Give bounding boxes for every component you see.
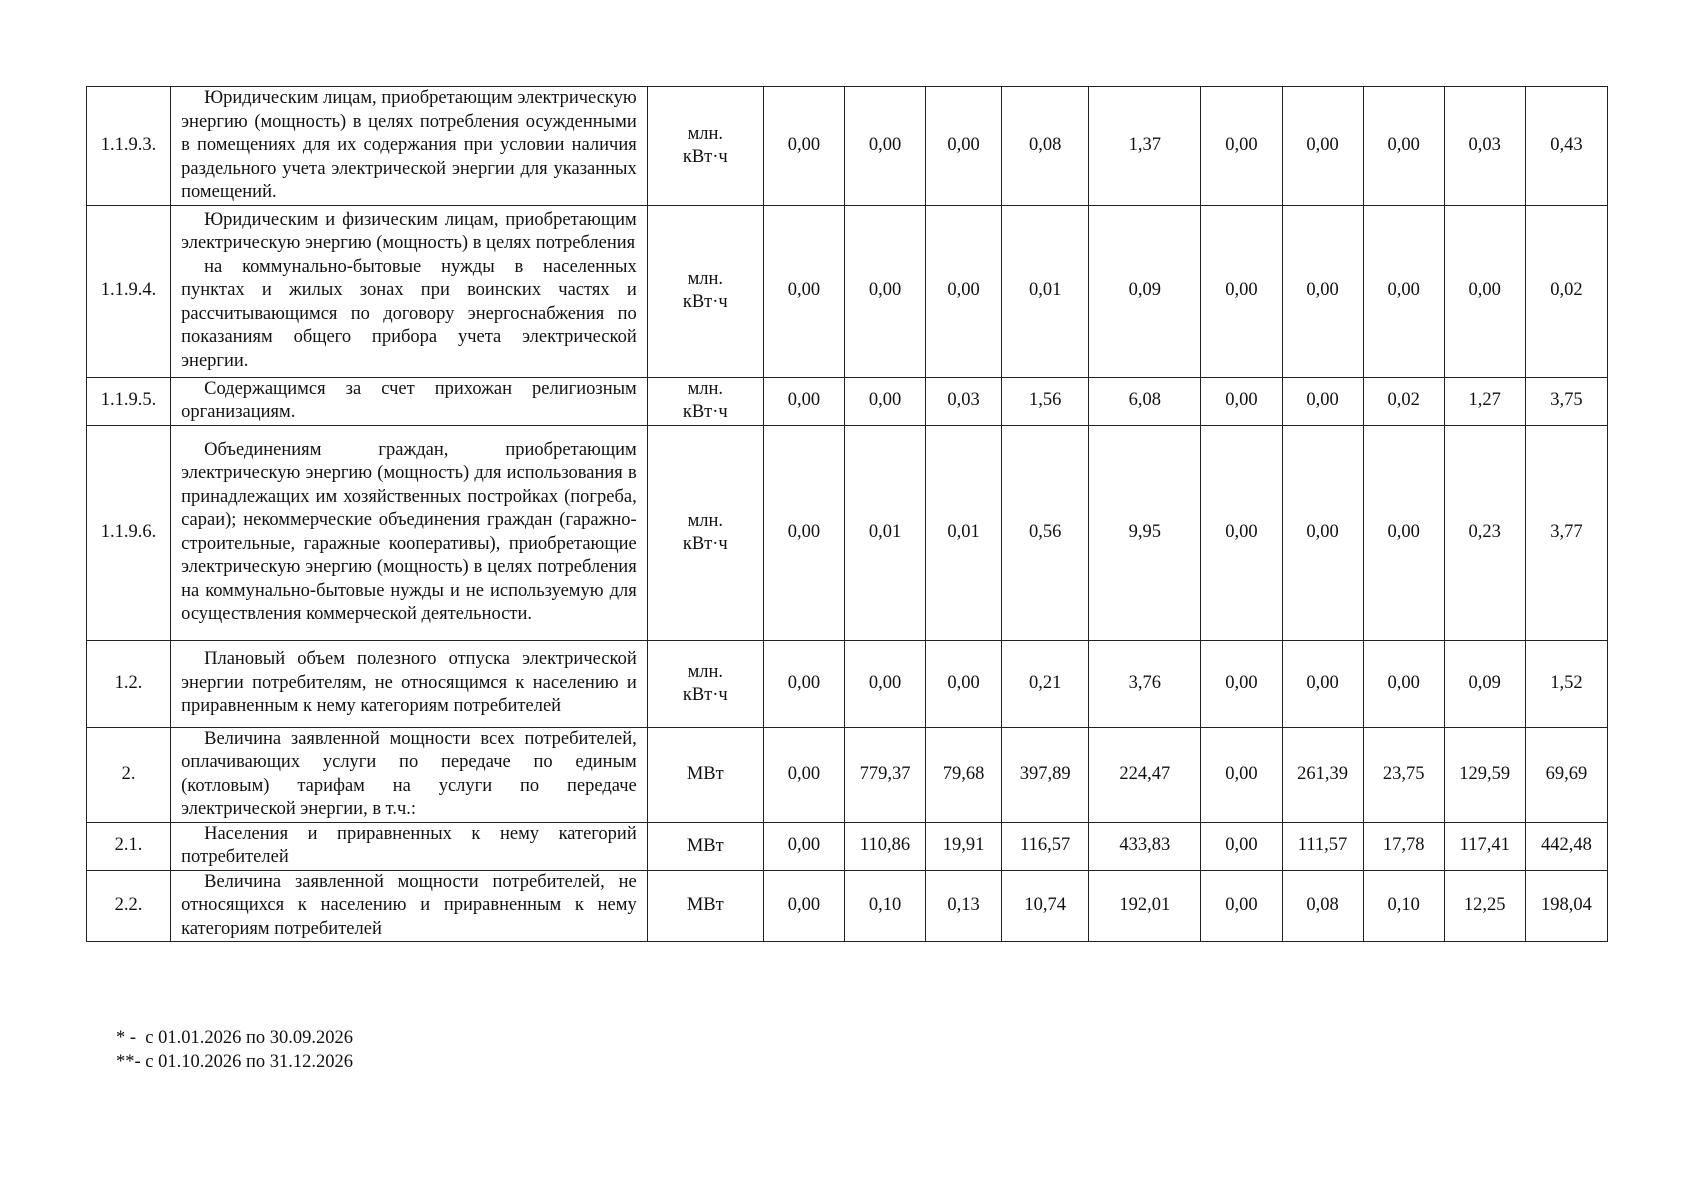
row-description: [171, 205, 648, 377]
table-row: [87, 425, 1608, 640]
value-cell: 0,13: [926, 870, 1002, 942]
value-cell: 3,76: [1089, 640, 1201, 727]
value-cell: 433,83: [1089, 822, 1201, 870]
value-cell: 0,00: [1201, 205, 1282, 377]
description-paragraph: Юридическим лицам, приобретающим электрическую энергию (мощность) в целях потребления осужденными в помещениях для их содержания при условии наличия раздельного учета электрической энергии для указанных помещений.: [181, 88, 637, 202]
footnotes: [116, 1026, 353, 1074]
row-unit: [647, 640, 763, 727]
value-cell: 0,00: [763, 87, 844, 206]
value-cell: 117,41: [1444, 822, 1525, 870]
footnote: **- с 01.10.2026 по 31.12.2026: [116, 1052, 354, 1072]
value-cell: 110,86: [844, 822, 925, 870]
value-cell: 0,00: [926, 87, 1002, 206]
value-cell: 0,00: [844, 205, 925, 377]
value-cell: 6,08: [1089, 377, 1201, 425]
row-code: 1.1.9.4.: [87, 205, 171, 377]
value-cell: 0,10: [844, 870, 925, 942]
value-cell: 1,56: [1002, 377, 1089, 425]
value-cell: 442,48: [1525, 822, 1607, 870]
value-cell: 12,25: [1444, 870, 1525, 942]
value-cell: 0,02: [1363, 377, 1444, 425]
row-description: [171, 425, 648, 640]
value-cell: 10,74: [1002, 870, 1089, 942]
row-description: [171, 377, 648, 425]
value-cell: 0,00: [763, 822, 844, 870]
row-code: 1.1.9.6.: [87, 425, 171, 640]
value-cell: 0,08: [1002, 87, 1089, 206]
value-cell: 0,00: [1201, 727, 1282, 822]
value-cell: 0,00: [844, 640, 925, 727]
tariff-table: [86, 86, 1608, 942]
value-cell: 0,02: [1525, 205, 1607, 377]
table-row: [87, 640, 1608, 727]
value-cell: 0,00: [1363, 87, 1444, 206]
value-cell: 0,09: [1089, 205, 1201, 377]
description-paragraph: Юридическим и физическим лицам, приобретающим электрическую энергию (мощность) в целях потребления: [181, 209, 637, 254]
value-cell: 0,00: [1363, 425, 1444, 640]
unit-line: млн.: [687, 123, 724, 144]
table-body: [87, 87, 1608, 942]
unit-line: млн.: [687, 379, 724, 399]
value-cell: 3,77: [1525, 425, 1607, 640]
row-unit: [647, 822, 763, 870]
table-row: [87, 870, 1608, 942]
description-paragraph: Величина заявленной мощности всех потребителей, оплачивающих услуги по передаче по единым (котловым) тарифам на услуги по передаче электрической энергии, в т.ч.:: [181, 728, 637, 819]
unit-line: кВт·ч: [682, 533, 728, 554]
value-cell: 0,23: [1444, 425, 1525, 640]
description-paragraph: Плановый объем полезного отпуска электрической энергии потребителям, не относящимся к населению и приравненным к нему категориям потребителей: [181, 649, 637, 717]
table-row: [87, 377, 1608, 425]
value-cell: 0,00: [1201, 377, 1282, 425]
value-cell: 779,37: [844, 727, 925, 822]
unit-line: МВт: [686, 835, 724, 856]
value-cell: 0,00: [763, 727, 844, 822]
unit-line: МВт: [686, 764, 724, 784]
description-paragraph: Содержащимся за счет прихожан религиозным организациям.: [181, 378, 637, 422]
value-cell: 0,00: [1282, 87, 1363, 206]
value-cell: 3,75: [1525, 377, 1607, 425]
description-paragraph: Населения и приравненных к нему категорий потребителей: [181, 823, 637, 867]
row-unit: [647, 377, 763, 425]
value-cell: 0,00: [1282, 205, 1363, 377]
value-cell: 0,00: [1201, 87, 1282, 206]
value-cell: 0,00: [763, 377, 844, 425]
value-cell: 1,27: [1444, 377, 1525, 425]
value-cell: 9,95: [1089, 425, 1201, 640]
value-cell: 224,47: [1089, 727, 1201, 822]
table-row: [87, 822, 1608, 870]
description-paragraph: на коммунально-бытовые нужды в населенных пунктах и жилых зонах при воинских частях и рассчитывающимся по договору энергоснабжения по показаниям общего прибора учета электрической энергии.: [181, 256, 637, 371]
value-cell: 0,10: [1363, 870, 1444, 942]
value-cell: 0,00: [1282, 640, 1363, 727]
value-cell: 0,00: [1201, 870, 1282, 942]
value-cell: 0,00: [763, 425, 844, 640]
value-cell: 0,00: [844, 377, 925, 425]
value-cell: 0,00: [1444, 205, 1525, 377]
value-cell: 129,59: [1444, 727, 1525, 822]
table-row: [87, 87, 1608, 206]
value-cell: 111,57: [1282, 822, 1363, 870]
value-cell: 397,89: [1002, 727, 1089, 822]
value-cell: 0,00: [1282, 377, 1363, 425]
value-cell: 0,00: [763, 640, 844, 727]
unit-line: млн.: [687, 661, 724, 682]
row-description: [171, 870, 648, 942]
row-description: [171, 640, 648, 727]
unit-line: кВт·ч: [682, 684, 728, 705]
unit-line: МВт: [686, 895, 724, 916]
row-description: [171, 87, 648, 206]
value-cell: 1,37: [1089, 87, 1201, 206]
value-cell: 0,43: [1525, 87, 1607, 206]
value-cell: 0,01: [1002, 205, 1089, 377]
unit-line: млн.: [687, 510, 724, 531]
row-unit: [647, 87, 763, 206]
value-cell: 0,03: [926, 377, 1002, 425]
unit-line: кВт·ч: [682, 292, 728, 312]
footnote: * - с 01.01.2026 по 30.09.2026: [116, 1028, 354, 1048]
value-cell: 0,00: [844, 87, 925, 206]
value-cell: 23,75: [1363, 727, 1444, 822]
value-cell: 69,69: [1525, 727, 1607, 822]
value-cell: 19,91: [926, 822, 1002, 870]
value-cell: 0,01: [844, 425, 925, 640]
row-code: 1.2.: [87, 640, 171, 727]
row-code: 2.1.: [87, 822, 171, 870]
unit-line: кВт·ч: [682, 146, 728, 167]
row-description: [171, 822, 648, 870]
row-code: 2.2.: [87, 870, 171, 942]
table-row: [87, 205, 1608, 377]
value-cell: 0,00: [1201, 640, 1282, 727]
description-paragraph: Величина заявленной мощности потребителей, не относящихся к населению и приравненным к нему категориям потребителей: [181, 871, 637, 939]
value-cell: 0,00: [1201, 425, 1282, 640]
value-cell: 0,00: [1363, 205, 1444, 377]
value-cell: 1,52: [1525, 640, 1607, 727]
row-unit: [647, 727, 763, 822]
value-cell: 0,00: [1201, 822, 1282, 870]
value-cell: 0,00: [1282, 425, 1363, 640]
value-cell: 0,00: [763, 205, 844, 377]
value-cell: 116,57: [1002, 822, 1089, 870]
row-code: 2.: [87, 727, 171, 822]
row-code: 1.1.9.3.: [87, 87, 171, 206]
value-cell: 0,00: [926, 205, 1002, 377]
value-cell: 17,78: [1363, 822, 1444, 870]
value-cell: 0,21: [1002, 640, 1089, 727]
row-description: [171, 727, 648, 822]
value-cell: 192,01: [1089, 870, 1201, 942]
row-unit: [647, 425, 763, 640]
value-cell: 198,04: [1525, 870, 1607, 942]
value-cell: 0,03: [1444, 87, 1525, 206]
value-cell: 0,08: [1282, 870, 1363, 942]
unit-line: млн.: [687, 269, 724, 289]
row-code: 1.1.9.5.: [87, 377, 171, 425]
value-cell: 0,09: [1444, 640, 1525, 727]
row-unit: [647, 205, 763, 377]
table-row: [87, 727, 1608, 822]
value-cell: 261,39: [1282, 727, 1363, 822]
value-cell: 0,00: [763, 870, 844, 942]
description-paragraph: Объединениям граждан, приобретающим электрическую энергию (мощность) для использования в принадлежащих им хозяйственных постройках (погреба, сараи); некоммерческие объединения граждан (гаражно-строительные, гаражные кооперативы), приобретающие электрическую энергию (мощность) в целях потребления на коммунально-бытовые нужды и не используемую для осуществления коммерческой деятельности.: [181, 439, 637, 624]
row-unit: [647, 870, 763, 942]
unit-line: кВт·ч: [682, 402, 728, 422]
value-cell: 0,00: [926, 640, 1002, 727]
value-cell: 79,68: [926, 727, 1002, 822]
value-cell: 0,01: [926, 425, 1002, 640]
value-cell: 0,56: [1002, 425, 1089, 640]
value-cell: 0,00: [1363, 640, 1444, 727]
